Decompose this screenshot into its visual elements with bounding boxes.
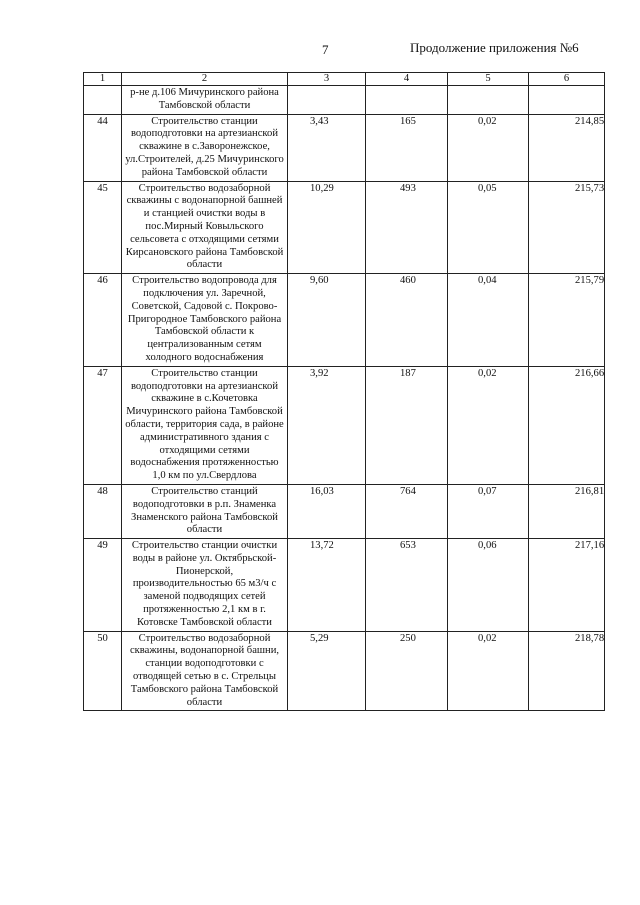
row-number-cell: 49 bbox=[84, 539, 122, 632]
value-col3-cell: 3,43 bbox=[288, 114, 366, 181]
value-col3-cell bbox=[288, 86, 366, 115]
row-number-cell: 47 bbox=[84, 366, 122, 484]
value-col5-cell: 0,02 bbox=[448, 114, 529, 181]
value-col3-cell: 16,03 bbox=[288, 484, 366, 538]
column-header: 3 bbox=[288, 73, 366, 86]
column-header: 5 bbox=[448, 73, 529, 86]
value-col5-cell: 0,07 bbox=[448, 484, 529, 538]
table-row bbox=[84, 181, 605, 274]
value-col5-cell: 0,06 bbox=[448, 539, 529, 632]
table-row bbox=[84, 86, 605, 115]
value-col5-cell: 0,02 bbox=[448, 631, 529, 711]
column-header: 4 bbox=[366, 73, 448, 86]
object-name-cell: Строительство водозаборной скважины, водонапорной башни, станции водоподготовки с отводящей сетью в с. Стрельцы Тамбовского района Тамбовской области bbox=[122, 631, 288, 711]
object-name-cell: Строительство станции очистки воды в районе ул. Октябрьской-Пионерской, производительностью 65 м3/ч с заменой подводящих сетей протяженностью 2,1 км в г. Котовске Тамбовской области bbox=[122, 539, 288, 632]
column-header: 6 bbox=[529, 73, 605, 86]
table-row bbox=[84, 539, 605, 632]
value-col6-cell: 215,73 bbox=[529, 181, 605, 274]
value-col3-cell: 13,72 bbox=[288, 539, 366, 632]
value-col6-cell: 215,79 bbox=[529, 274, 605, 367]
row-number-cell: 45 bbox=[84, 181, 122, 274]
value-col4-cell bbox=[366, 86, 448, 115]
value-col6-cell: 217,16 bbox=[529, 539, 605, 632]
value-col4-cell: 460 bbox=[366, 274, 448, 367]
row-number-cell bbox=[84, 86, 122, 115]
table-header-row bbox=[84, 73, 605, 86]
table-row bbox=[84, 366, 605, 484]
column-header: 1 bbox=[84, 73, 122, 86]
value-col4-cell: 493 bbox=[366, 181, 448, 274]
value-col5-cell: 0,05 bbox=[448, 181, 529, 274]
row-number-cell: 44 bbox=[84, 114, 122, 181]
value-col4-cell: 764 bbox=[366, 484, 448, 538]
value-col6-cell: 218,78 bbox=[529, 631, 605, 711]
row-number-cell: 48 bbox=[84, 484, 122, 538]
value-col5-cell bbox=[448, 86, 529, 115]
object-name-cell: Строительство станции водоподготовки на артезианской скважине в с.Кочетовка Мичуринского района Тамбовской области, территория сада, в районе административного здания с отходящими сетями водоснабжения протяженностью 1,0 км по ул.Свердлова bbox=[122, 366, 288, 484]
row-number-cell: 50 bbox=[84, 631, 122, 711]
object-name-cell: Строительство водозаборной скважины с водонапорной башней и станцией очистки воды в пос.Мирный Ковыльского сельсовета с отходящими сетями Кирсановского района Тамбовской области bbox=[122, 181, 288, 274]
table-row bbox=[84, 484, 605, 538]
value-col3-cell: 5,29 bbox=[288, 631, 366, 711]
appendix-continuation-label: Продолжение приложения №6 bbox=[410, 40, 579, 55]
object-name-cell: р-не д.106 Мичуринского района Тамбовской области bbox=[122, 86, 288, 115]
value-col4-cell: 165 bbox=[366, 114, 448, 181]
value-col5-cell: 0,04 bbox=[448, 274, 529, 367]
value-col4-cell: 250 bbox=[366, 631, 448, 711]
table-row bbox=[84, 274, 605, 367]
table-row bbox=[84, 631, 605, 711]
column-header: 2 bbox=[122, 73, 288, 86]
value-col6-cell: 216,81 bbox=[529, 484, 605, 538]
value-col4-cell: 187 bbox=[366, 366, 448, 484]
row-number-cell: 46 bbox=[84, 274, 122, 367]
value-col4-cell: 653 bbox=[366, 539, 448, 632]
projects-table bbox=[83, 72, 605, 711]
value-col3-cell: 3,92 bbox=[288, 366, 366, 484]
value-col6-cell bbox=[529, 86, 605, 115]
page-number: 7 bbox=[322, 42, 329, 57]
object-name-cell: Строительство станций водоподготовки в р.п. Знаменка Знаменского района Тамбовской области bbox=[122, 484, 288, 538]
value-col3-cell: 9,60 bbox=[288, 274, 366, 367]
object-name-cell: Строительство водопровода для подключения ул. Заречной, Советской, Садовой с. Покрово-Пригородное Тамбовского района Тамбовской области к централизованным сетям холодного водоснабжения bbox=[122, 274, 288, 367]
table-row bbox=[84, 114, 605, 181]
value-col6-cell: 214,85 bbox=[529, 114, 605, 181]
value-col6-cell: 216,66 bbox=[529, 366, 605, 484]
value-col3-cell: 10,29 bbox=[288, 181, 366, 274]
object-name-cell: Строительство станции водоподготовки на артезианской скважине в с.Заворонежское, ул.Строителей, д.25 Мичуринского района Тамбовской области bbox=[122, 114, 288, 181]
value-col5-cell: 0,02 bbox=[448, 366, 529, 484]
